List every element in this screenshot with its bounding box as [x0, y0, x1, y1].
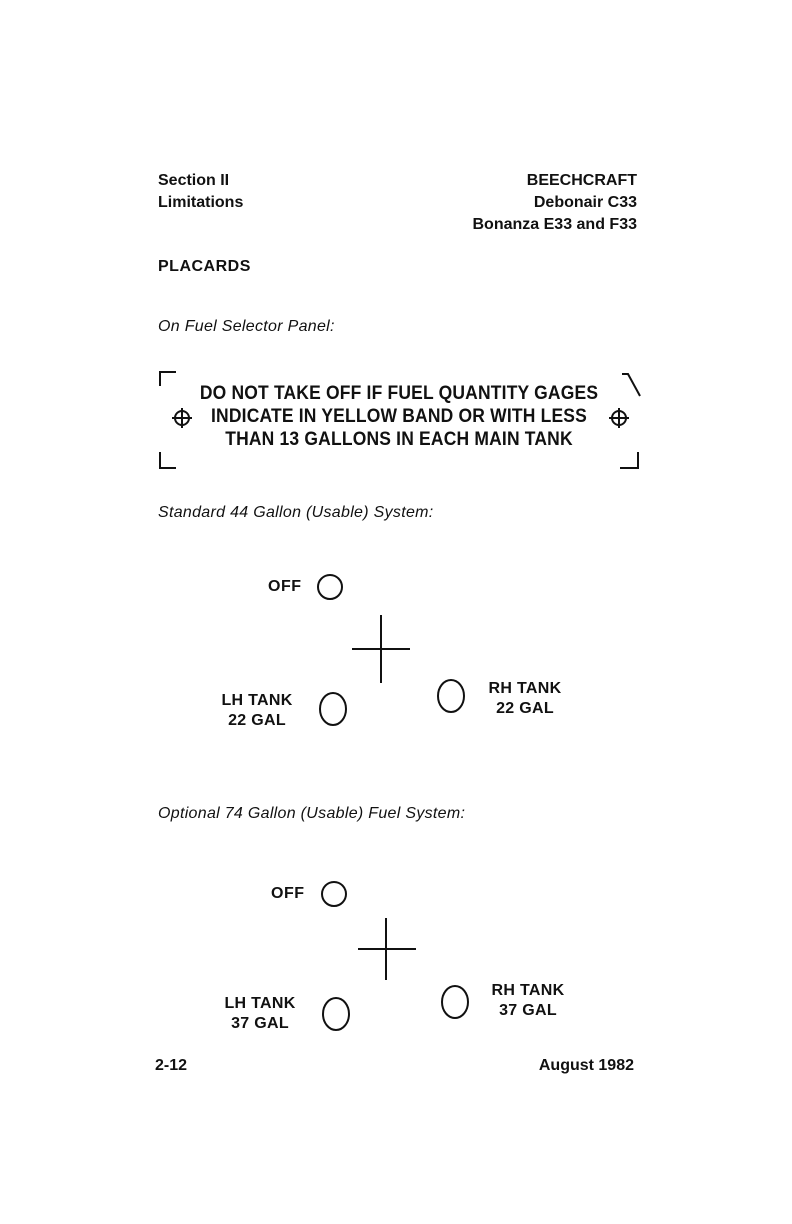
rh-tank-label-group — [470, 679, 580, 719]
section-subtitle: Limitations — [158, 194, 244, 211]
fuel-selector-caption: On Fuel Selector Panel: — [158, 318, 335, 335]
lh-tank-label: LH TANK — [224, 995, 296, 1012]
rh-tank-label: RH TANK — [491, 982, 565, 999]
off-label: OFF — [271, 885, 305, 902]
manufacturer: BEECHCRAFT — [526, 172, 637, 189]
bracket-top-right — [622, 374, 640, 396]
header-right — [473, 170, 638, 236]
model-line-1: Debonair C33 — [533, 194, 637, 211]
lh-tank-gallons: 22 GAL — [228, 712, 286, 729]
placard-line-2: INDICATE IN YELLOW BAND OR WITH LESS — [211, 406, 587, 427]
lh-tank-position-icon — [323, 998, 349, 1030]
placard-line-1: DO NOT TAKE OFF IF FUEL QUANTITY GAGES — [199, 383, 599, 404]
bracket-bottom-right — [620, 452, 638, 468]
header-left — [158, 170, 243, 214]
placard-line-3: THAN 13 GALLONS IN EACH MAIN TANK — [225, 429, 573, 450]
warning-placard — [154, 368, 644, 480]
optional-fuel-selector-diagram — [0, 865, 792, 1045]
publication-date: August 1982 — [538, 1057, 634, 1074]
standard-fuel-selector-diagram — [0, 560, 792, 740]
lh-tank-label-group — [202, 691, 312, 731]
selector-graphic — [0, 560, 792, 740]
rh-tank-gallons: 37 GAL — [499, 1002, 557, 1019]
lh-tank-gallons: 37 GAL — [231, 1015, 289, 1032]
off-position-icon — [322, 882, 346, 906]
lh-tank-position-icon — [320, 693, 346, 725]
optional-system-caption: Optional 74 Gallon (Usable) Fuel System: — [158, 805, 466, 822]
placard-text — [174, 382, 625, 451]
page-number: 2-12 — [155, 1057, 188, 1074]
selector-graphic — [0, 865, 792, 1045]
off-position-icon — [318, 575, 342, 599]
rh-tank-label: RH TANK — [488, 680, 562, 697]
off-label: OFF — [268, 578, 302, 595]
rh-tank-position-icon — [442, 986, 468, 1018]
lh-tank-label: LH TANK — [221, 692, 293, 709]
section-title: PLACARDS — [158, 258, 251, 275]
standard-system-caption: Standard 44 Gallon (Usable) System: — [158, 504, 434, 521]
model-line-2: Bonanza E33 and F33 — [472, 216, 637, 233]
rh-tank-gallons: 22 GAL — [496, 700, 554, 717]
rh-tank-position-icon — [438, 680, 464, 712]
rh-tank-label-group — [473, 981, 583, 1021]
section-label: Section II — [158, 172, 230, 189]
lh-tank-label-group — [205, 994, 315, 1034]
bracket-bottom-left — [160, 452, 176, 468]
